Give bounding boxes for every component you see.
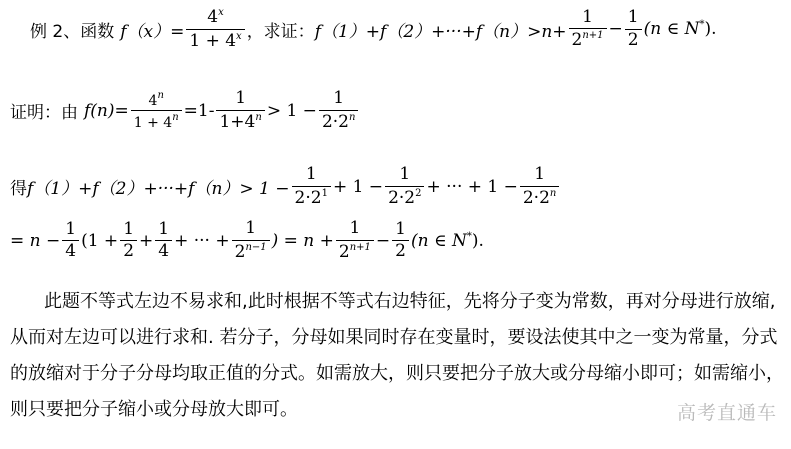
derive-label: 得 [10, 179, 27, 200]
explanation-paragraph [10, 284, 785, 428]
fn-def: f(n)= [84, 100, 129, 121]
condition: (n ∈ N*). [643, 19, 717, 40]
explanation-text: 此题不等式左边不易求和,此时根据不等式右边特征，先将分子变为常数，再对分母进行放缩,从而对左边可以进行求和. 若分子，分母如果同时存在变量时，要设法使其中之一变为常量，分式的放缩对于分子分母均取正值的分式。如需放大，则只要把分子放大或分母缩小即可；如需缩小，则只要把分子缩小或分母放大即可。 [10, 291, 784, 420]
proof-fraction-1: $\frac{4^n}{1 + 4^n}$ [131, 91, 182, 131]
derive-term-1: $\frac{1}{2\cdot 2^1}$ [292, 166, 331, 208]
rhs-fraction: $\frac{1}{2^{n+1}}$ [569, 9, 607, 51]
half-fraction: $\frac{1}{2}$ [625, 9, 642, 50]
result-a: $\frac{1}{2}$ [120, 221, 137, 262]
derive-lhs: f（1）+f（2）+···+f（n）> 1 − [27, 179, 290, 200]
result-e: $\frac{1}{2}$ [392, 221, 409, 262]
example-label: 例 2、函数 [30, 21, 115, 42]
derive-term-2: $\frac{1}{2\cdot 2^2}$ [385, 166, 424, 208]
result-condition: (n ∈ N*). [411, 230, 484, 251]
proof-line: 证明：由 f(n)= $\frac{4^n}{1 + 4^n}$ =1- $\frac{1}{1+4^n}$ > 1 − $\frac{1}{2\cdot 2^n}$ [10, 90, 360, 132]
function-def: f（x）= [120, 21, 185, 42]
result-line: = n − $\frac{1}{4}$ (1 + $\frac{1}{2}$ + $\frac{1}{4}$ + ··· + $\frac{1}{2^{n-1}}$ ) = n + $\frac{1}{2^{n+1}}$ − $\frac{1}{2}$ (n ∈ N*). [10, 218, 484, 262]
function-fraction: $\frac{4^x}{1 + 4^x}$ [186, 8, 244, 51]
example-line: 例 2、函数 f（x）= $\frac{4^x}{1 + 4^x}$ ，求证： f（1）+f（2）+···+f（n）>n+ $\frac{1}{2^{n+1}}$ − $\frac{1}{2}$ (n ∈ N*). [30, 6, 717, 51]
result-c: $\frac{1}{2^{n-1}}$ [232, 220, 270, 262]
prove-label: ，求证： [246, 21, 315, 42]
result-d: $\frac{1}{2^{n+1}}$ [336, 220, 374, 262]
result-quarter: $\frac{1}{4}$ [62, 221, 79, 262]
result-start: = n − [10, 230, 61, 251]
derive-line: 得 f（1）+f（2）+···+f（n）> 1 − $\frac{1}{2\cdot 2^1}$ + 1 − $\frac{1}{2\cdot 2^2}$ + ··· + 1 − $\frac{1}{2\cdot 2^n}$ [10, 166, 561, 208]
proof-label: 证明：由 [10, 103, 78, 124]
proof-fraction-3: $\frac{1}{2\cdot 2^n}$ [319, 90, 359, 132]
derive-term-3: $\frac{1}{2\cdot 2^n}$ [520, 166, 560, 208]
result-b: $\frac{1}{4}$ [155, 221, 172, 262]
watermark: 高考直通车 [676, 402, 777, 424]
proof-fraction-2: $\frac{1}{1+4^n}$ [216, 90, 264, 132]
sum-lhs: f（1）+f（2）+···+f（n）>n+ [314, 21, 567, 42]
